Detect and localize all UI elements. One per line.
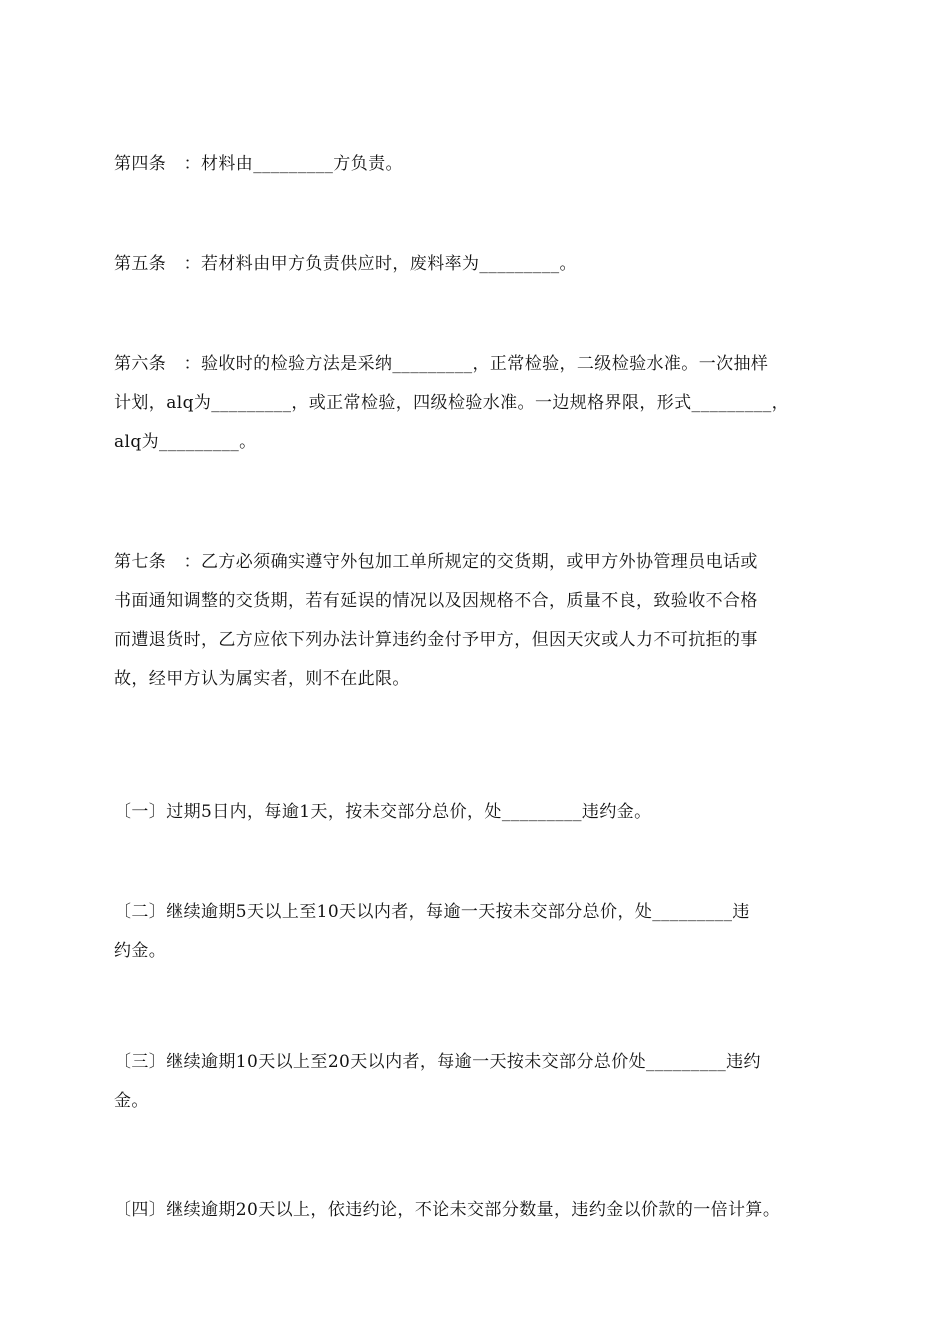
penalty-item-2 bbox=[114, 893, 844, 971]
article-5-paragraph bbox=[114, 245, 844, 284]
text-line: 第六条 ：验收时的检验方法是采纳_________，正常检验，二级检验水准。一次抽样 bbox=[114, 354, 769, 374]
article-6-paragraph bbox=[114, 345, 844, 462]
text-line: alq为_________。 bbox=[114, 432, 257, 452]
text-line: 第四条 ：材料由_________方负责。 bbox=[114, 154, 403, 174]
text-line: 而遭退货时，乙方应依下列办法计算违约金付予甲方，但因天灾或人力不可抗拒的事 bbox=[114, 630, 758, 650]
penalty-item-4 bbox=[114, 1191, 844, 1230]
text-line: 金。 bbox=[114, 1091, 149, 1111]
text-line: 故，经甲方认为属实者，则不在此限。 bbox=[114, 669, 410, 689]
article-7-paragraph bbox=[114, 543, 844, 699]
text-line: 第七条 ：乙方必须确实遵守外包加工单所规定的交货期，或甲方外协管理员电话或 bbox=[114, 552, 758, 572]
text-line: 〔二〕继续逾期5天以上至10天以内者，每逾一天按未交部分总价，处_________违 bbox=[114, 902, 750, 922]
text-line: 〔一〕过期5日内，每逾1天，按未交部分总价，处_________违约金。 bbox=[114, 802, 652, 822]
text-line: 计划，alq为_________，或正常检验，四级检验水准。一边规格界限，形式_________， bbox=[114, 393, 790, 413]
penalty-item-3 bbox=[114, 1043, 844, 1121]
article-4-paragraph bbox=[114, 145, 844, 184]
text-line: 〔四〕继续逾期20天以上，依违约论，不论未交部分数量，违约金以价款的一倍计算。 bbox=[114, 1200, 781, 1220]
text-line: 〔三〕继续逾期10天以上至20天以内者，每逾一天按未交部分总价处_________违约 bbox=[114, 1052, 761, 1072]
text-line: 第五条 ：若材料由甲方负责供应时，废料率为_________。 bbox=[114, 254, 577, 274]
penalty-item-1 bbox=[114, 793, 844, 832]
text-line: 约金。 bbox=[114, 941, 167, 961]
text-line: 书面通知调整的交货期，若有延误的情况以及因规格不合，质量不良，致验收不合格 bbox=[114, 591, 758, 611]
